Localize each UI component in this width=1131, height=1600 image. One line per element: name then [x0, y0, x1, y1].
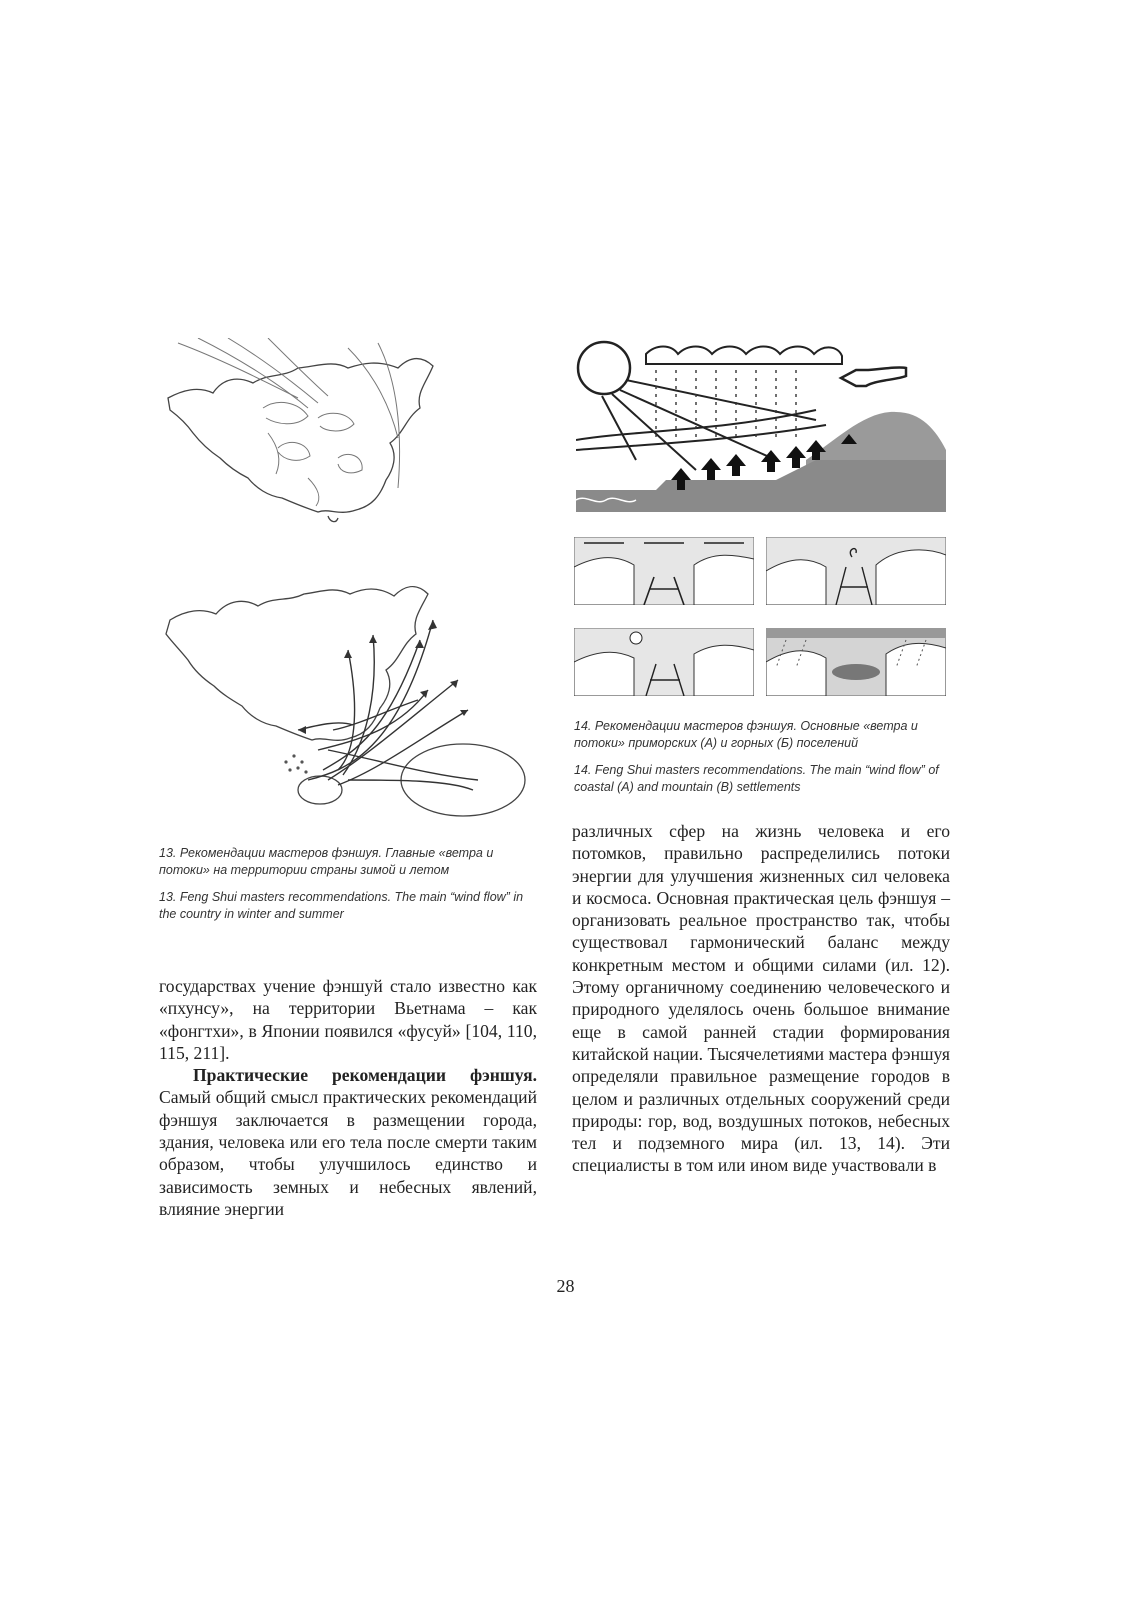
figure-14-panel-b1 [766, 537, 946, 605]
left-paragraph-1: государствах учение фэншуй стало известно как «пхунсу», на территории Вьетнама – как «фонгтхи», в Японии появился «фусуй» [104, 110, 115, 211]. [159, 976, 537, 1063]
page-number: 28 [556, 1276, 575, 1296]
left-paragraph-2 [159, 1064, 537, 1220]
right-paragraph-1: различных сфер на жизнь человека и его потомков, правильно распределились потоки энергии для улучшения жизненных сил человека и космоса. Основная практическая цель фэншуя – организовать реальное пространство так, чтобы существовал гармонический баланс между конкретным местом и общими силами (ил. 12). Этому органичному соединению человеческого и природного уделялось очень большое внимание еще в самой ранней стадии формирования китайской нации. Тысячелетиями мастера фэншуя определяли правильное размещение городов в целом и различных отдельных сооружений среди природы: гор, вод, воздушных потоков, небесных тел и подземного мира (ил. 13, 14). Эти специалисты в том или ином виде участвовали в [572, 821, 950, 1176]
section-heading: Практические рекомендации фэншуя. [193, 1065, 537, 1086]
figure-14-panel-b2 [766, 628, 946, 696]
figure-13-caption-ru: 13. Рекомендации мастеров фэншуя. Главные «ветра и потоки» на территории страны зимой и летом [159, 846, 494, 877]
figure-14-panel-a1 [574, 537, 754, 605]
figure-14-caption [574, 718, 950, 806]
figure-13-caption-en: 13. Feng Shui masters recommendations. The main “wind flow” in the country in winter and summer [159, 890, 524, 921]
figure-14-coastal-diagram [576, 340, 946, 512]
figure-14-caption-en: 14. Feng Shui masters recommendations. The main “wind flow” of coastal (A) and mountain (B) settlements [574, 763, 939, 794]
left-column-text [159, 975, 537, 1220]
figure-13-winter-map [158, 338, 538, 528]
left-paragraph-2-text: Самый общий смысл практических рекомендаций фэншуя заключается в размещении города, здания, человека или его тела после смерти таким образом, чтобы улучшилось единство и зависимость земных и небесных явлений, влияние энергии [159, 1087, 537, 1219]
figure-14-caption-ru: 14. Рекомендации мастеров фэншуя. Основные «ветра и потоки» приморских (А) и горных (Б) поселений [574, 719, 918, 750]
figure-13-summer-map [158, 580, 538, 820]
figure-14-panel-a2 [574, 628, 754, 696]
right-column-text [572, 820, 950, 1177]
figure-13-caption [159, 845, 537, 933]
